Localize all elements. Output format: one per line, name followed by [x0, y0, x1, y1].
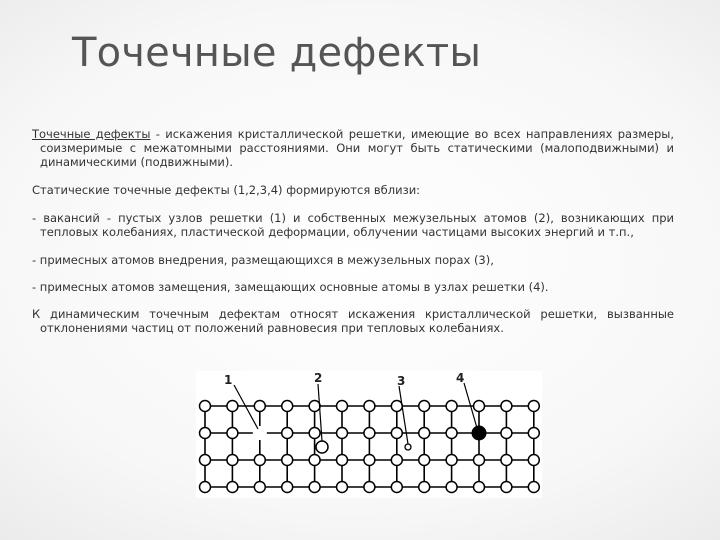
interstitial-impurity-atom [405, 444, 411, 450]
lattice-atom [200, 455, 211, 466]
lattice-atom [364, 455, 375, 466]
lattice-atom [446, 455, 457, 466]
interstitial-self-atom [316, 441, 328, 453]
defect-label-3: 3 [397, 374, 406, 388]
lattice-atom [501, 428, 512, 439]
defect-label-2: 2 [314, 371, 323, 385]
lattice-atom [419, 455, 430, 466]
lattice-atom [227, 401, 238, 412]
lattice-atom [474, 482, 485, 493]
lattice-atom [391, 428, 402, 439]
lattice-atom [200, 428, 211, 439]
substitution-atom [472, 426, 486, 440]
static-intro: Статические точечные дефекты (1,2,3,4) формируются вблизи: [32, 183, 421, 197]
lattice-atom [446, 428, 457, 439]
lattice-atom [419, 401, 430, 412]
lattice-atom [282, 428, 293, 439]
lattice-atom [309, 455, 320, 466]
defect-label-1: 1 [224, 373, 233, 387]
slide-title: Точечные дефекты [72, 30, 482, 76]
defect-label-4: 4 [456, 371, 465, 385]
lattice-atom [254, 455, 265, 466]
definition-text: - искажения кристаллической решетки, имеющие во всех направлениях размеры, соизмеримые с межатомными расстояниями. Они могут быть статическими (малоподвижными) и динамическими (подвижными). [40, 127, 674, 169]
vacancy-site [253, 426, 267, 440]
lattice-svg [196, 371, 542, 498]
lattice-atom [200, 482, 211, 493]
lattice-atom [337, 428, 348, 439]
lattice-atom [364, 428, 375, 439]
lattice-atom [391, 482, 402, 493]
lattice-atom [309, 428, 320, 439]
lattice-atom [528, 428, 539, 439]
lattice-atom [282, 455, 293, 466]
lattice-atom [419, 482, 430, 493]
lattice-atom [501, 482, 512, 493]
lattice-atom [528, 401, 539, 412]
lattice-diagram [196, 371, 542, 498]
slide-body [32, 127, 674, 349]
lattice-atom [501, 455, 512, 466]
lattice-atom [501, 401, 512, 412]
lattice-atom [528, 482, 539, 493]
lattice-atom [309, 401, 320, 412]
bullet-substitution: - примесных атомов замещения, замещающих основные атомы в узлах решетки (4). [32, 280, 549, 294]
lattice-atom [528, 455, 539, 466]
lattice-atom [282, 401, 293, 412]
lattice-atom [254, 482, 265, 493]
definition-paragraph [32, 127, 674, 169]
lattice-atom [364, 482, 375, 493]
lattice-atom [227, 455, 238, 466]
lattice-atom [474, 401, 485, 412]
lattice-atom [337, 482, 348, 493]
lattice-atom [391, 401, 402, 412]
definition-term: Точечные дефекты [32, 127, 151, 141]
lattice-atom [391, 455, 402, 466]
dynamic-paragraph: К динамическим точечным дефектам относят искажения кристаллической решетки, вызванные отклонениями частиц от положений равновесия при тепловых колебаниях. [32, 307, 674, 335]
bullet-vacancies: - вакансий - пустых узлов решетки (1) и собственных межузельных атомов (2), возникающих при тепловых колебаниях, пластической деформации, облучении частицами высоких энергий и т.п., [32, 211, 674, 239]
lattice-atom [446, 401, 457, 412]
lattice-atom [309, 482, 320, 493]
lattice-atom [227, 428, 238, 439]
lattice-atom [474, 455, 485, 466]
lattice-atom [364, 401, 375, 412]
lattice-atom [254, 401, 265, 412]
lattice-atom [446, 482, 457, 493]
lattice-atom [419, 428, 430, 439]
lattice-atom [227, 482, 238, 493]
bullet-interstitial: - примесных атомов внедрения, размещающихся в межузельных порах (3), [32, 253, 494, 267]
lattice-atom [337, 455, 348, 466]
lattice-atom [282, 482, 293, 493]
lattice-atom [337, 401, 348, 412]
lattice-atom [200, 401, 211, 412]
